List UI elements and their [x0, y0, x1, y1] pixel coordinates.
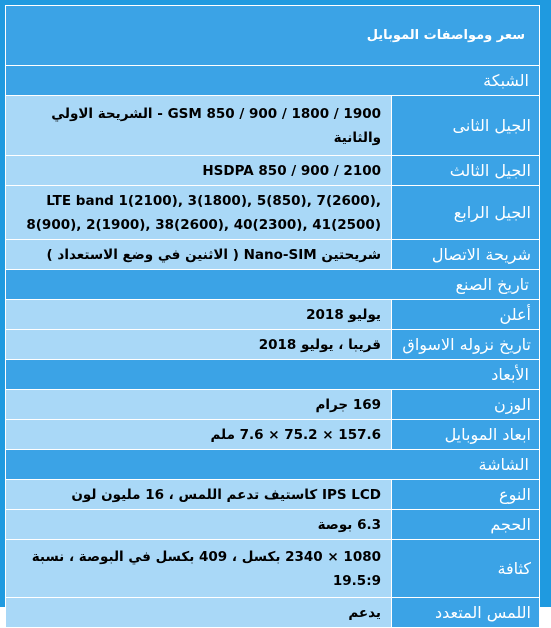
title-row: [6, 6, 540, 66]
spec-label: الجيل الرابع: [392, 186, 540, 240]
spec-label: اللمس المتعدد: [392, 598, 540, 628]
spec-label: شريحة الاتصال: [392, 240, 540, 270]
spec-value: 6.3 بوصة: [6, 510, 392, 540]
section-header-launch: [6, 270, 540, 300]
section-title: الأبعاد: [6, 360, 540, 390]
spec-value: 169 جرام: [6, 390, 392, 420]
spec-label: كثافة: [392, 540, 540, 598]
spec-label: الحجم: [392, 510, 540, 540]
spec-row-screen-size: [6, 510, 540, 540]
spec-row-size: [6, 420, 540, 450]
spec-row-3g: [6, 156, 540, 186]
spec-value: 157.6 × 75.2 × 7.6 ملم: [6, 420, 392, 450]
spec-value: يدعم: [6, 598, 392, 628]
spec-row-2g: [6, 96, 540, 156]
spec-row-4g: [6, 186, 540, 240]
spec-label: الوزن: [392, 390, 540, 420]
spec-label: الجيل الثانى: [392, 96, 540, 156]
spec-label: النوع: [392, 480, 540, 510]
spec-value: قريبا ، يوليو 2018: [6, 330, 392, 360]
right-border: [540, 0, 551, 607]
section-title: الشاشة: [6, 450, 540, 480]
spec-row-announced: [6, 300, 540, 330]
section-header-network: [6, 66, 540, 96]
spec-value: GSM 850 / 900 / 1800 / 1900 - الشريحة الاولي والثانية: [6, 96, 392, 156]
section-header-dimensions: [6, 360, 540, 390]
spec-label: ابعاد الموبايل: [392, 420, 540, 450]
spec-value: 1080 × 2340 بكسل ، 409 بكسل في البوصة ، نسبة 19.5:9: [6, 540, 392, 598]
spec-value: LTE band 1(2100), 3(1800), 5(850), 7(2600), 8(900), 2(1900), 38(2600), 40(2300), 41(2500): [6, 186, 392, 240]
spec-label: الجيل الثالث: [392, 156, 540, 186]
page-title: سعر ومواصفات الموبايل: [6, 6, 540, 66]
spec-value: IPS LCD كاستيف تدعم اللمس ، 16 مليون لون: [6, 480, 392, 510]
spec-row-weight: [6, 390, 540, 420]
section-header-display: [6, 450, 540, 480]
spec-row-sim: [6, 240, 540, 270]
section-title: الشبكة: [6, 66, 540, 96]
spec-label: أعلن: [392, 300, 540, 330]
spec-row-density: [6, 540, 540, 598]
spec-value: HSDPA 850 / 900 / 2100: [6, 156, 392, 186]
spec-row-multitouch: [6, 598, 540, 628]
spec-table: [5, 5, 540, 628]
section-title: تاريخ الصنع: [6, 270, 540, 300]
spec-value: يوليو 2018: [6, 300, 392, 330]
spec-value: شريحتين Nano-SIM ( الاثنين في وضع الاستعداد ): [6, 240, 392, 270]
spec-label: تاريخ نزوله الاسواق: [392, 330, 540, 360]
spec-row-type: [6, 480, 540, 510]
spec-row-release: [6, 330, 540, 360]
